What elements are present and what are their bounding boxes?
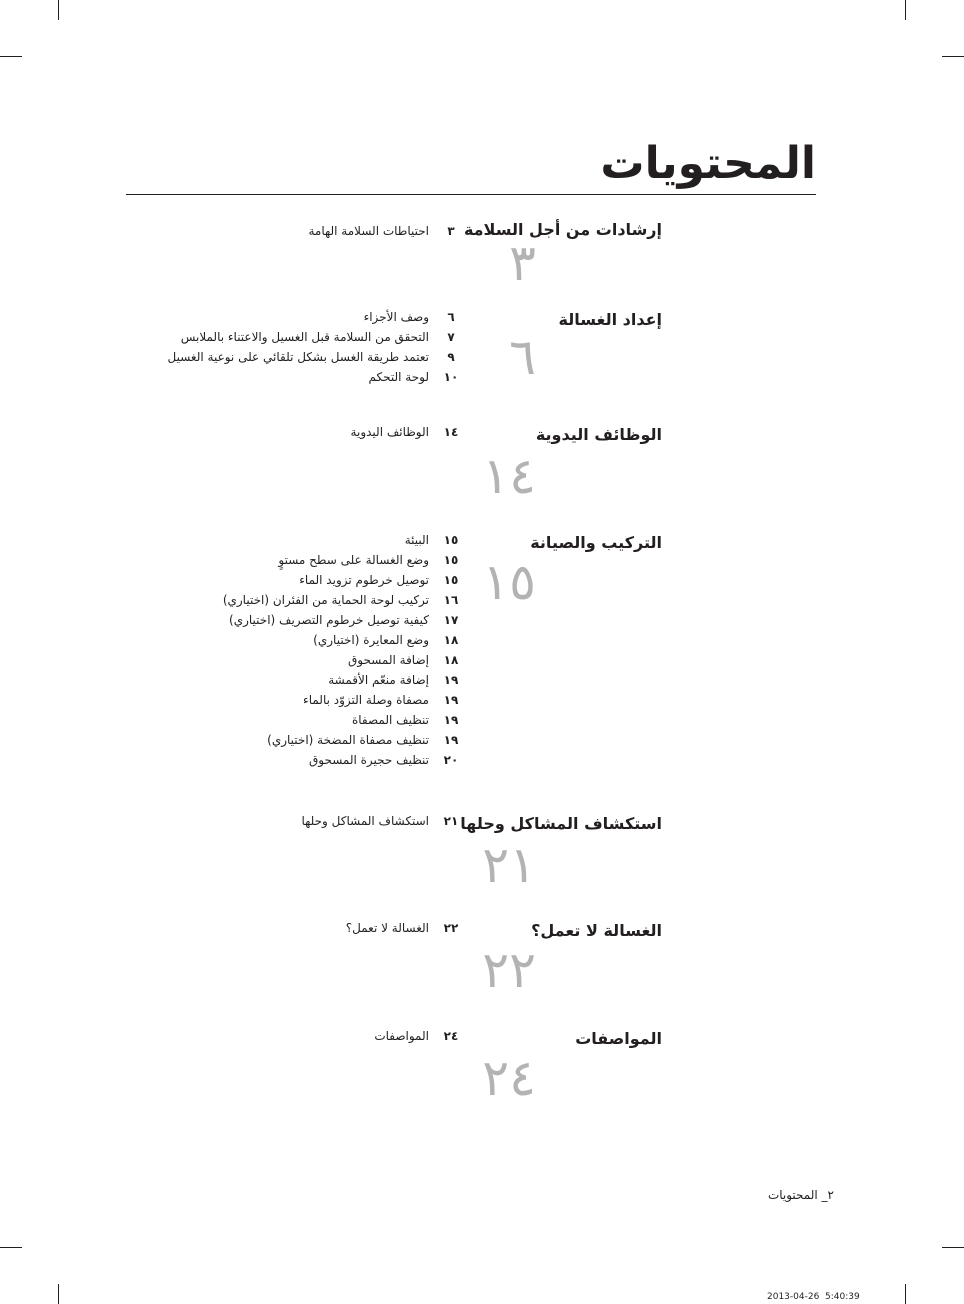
title-divider	[126, 194, 816, 195]
entry-label: التحقق من السلامة قبل الغسيل والاعتناء بالملابس	[180, 330, 429, 344]
section-title[interactable]: التركيب والصيانة	[530, 533, 662, 552]
entry-page: ٢٤	[443, 1029, 459, 1043]
entry-page: ١٥	[443, 553, 459, 567]
section-title[interactable]: الوظائف اليدوية	[535, 425, 662, 444]
toc-entry[interactable]	[0, 573, 964, 593]
toc-entry[interactable]	[0, 814, 964, 834]
footer-page-label: ٢_ المحتويات	[767, 1188, 834, 1202]
entry-page: ١٧	[443, 613, 459, 627]
entry-page: ١٨	[443, 653, 459, 667]
toc-entry[interactable]	[0, 533, 964, 553]
toc-entry[interactable]	[0, 330, 964, 350]
section-title[interactable]: إرشادات من أجل السلامة	[463, 220, 662, 239]
crop-mark	[0, 56, 22, 57]
entry-page: ٦	[447, 310, 455, 324]
toc-entry[interactable]	[0, 921, 964, 941]
section-title[interactable]: إعداد الغسالة	[558, 310, 662, 329]
toc-entry[interactable]	[0, 1029, 964, 1049]
entry-page: ١٩	[443, 713, 459, 727]
entry-page: ١٥	[443, 573, 459, 587]
toc-entry[interactable]	[0, 753, 964, 773]
toc-entry[interactable]	[0, 633, 964, 653]
entry-page: ١٥	[443, 533, 459, 547]
entry-label: تعتمد طريقة الغسل بشكل تلقائي على نوعية الغسيل	[167, 350, 429, 364]
crop-mark	[58, 1284, 59, 1304]
toc-entry[interactable]	[0, 613, 964, 633]
crop-mark	[905, 0, 906, 20]
section-title[interactable]: استكشاف المشاكل وحلها	[460, 814, 662, 833]
entry-label: المواصفات	[374, 1029, 429, 1043]
entry-page: ٩	[447, 350, 455, 364]
entry-label: لوحة التحكم	[368, 370, 429, 384]
entry-label: البيئة	[404, 533, 429, 547]
crop-mark	[58, 0, 59, 20]
entry-label: تنظيف مصفاة المضخة (اختياري)	[267, 733, 429, 747]
entry-label: وضع الغسالة على سطح مستوٍ	[278, 553, 429, 567]
crop-mark	[0, 1247, 22, 1248]
section-big-number: ٢١	[482, 836, 536, 894]
entry-label: إضافة منعّم الأقمشة	[328, 673, 429, 687]
entry-label: تنظيف المصفاة	[351, 713, 429, 727]
entry-page: ١٤	[443, 425, 459, 439]
entry-page: ٢٢	[443, 921, 459, 935]
entry-page: ١٨	[443, 633, 459, 647]
section-title[interactable]: الغسالة لا تعمل؟	[531, 921, 662, 940]
entry-label: استكشاف المشاكل وحلها	[301, 814, 429, 828]
entry-page: ٢٠	[443, 753, 459, 767]
print-timestamp: 2013-04-26 ￼￼ 5:40:39	[767, 1292, 860, 1302]
section-big-number: ١٥	[482, 553, 536, 611]
toc-entry[interactable]	[0, 310, 964, 330]
entry-page: ١٦	[443, 593, 459, 607]
section-big-number: ١٤	[482, 447, 536, 505]
entry-page: ٣	[447, 224, 455, 238]
toc-entry[interactable]	[0, 673, 964, 693]
entry-label: مصفاة وصلة التزوّد بالماء	[303, 693, 429, 707]
entry-label: تنظيف حجيرة المسحوق	[308, 753, 429, 767]
toc-entry[interactable]	[0, 224, 964, 244]
section-big-number: ٢٢	[482, 941, 536, 999]
entry-label: إضافة المسحوق	[347, 653, 429, 667]
entry-label: احتياطات السلامة الهامة	[308, 224, 429, 238]
entry-label: توصيل خرطوم تزويد الماء	[299, 573, 429, 587]
section-big-number: ٢٤	[482, 1049, 536, 1107]
entry-label: الوظائف اليدوية	[350, 425, 429, 439]
section-big-number: ٣	[509, 234, 536, 292]
toc-entry[interactable]	[0, 350, 964, 370]
entry-page: ١٠	[443, 370, 459, 384]
entry-label: الغسالة لا تعمل؟	[345, 921, 429, 935]
toc-entry[interactable]	[0, 713, 964, 733]
crop-mark	[942, 56, 964, 57]
entry-page: ١٩	[443, 693, 459, 707]
toc-entry[interactable]	[0, 593, 964, 613]
section-title[interactable]: المواصفات	[575, 1029, 662, 1048]
entry-page: ١٩	[443, 673, 459, 687]
entry-page: ٢١	[443, 814, 459, 828]
toc-entry[interactable]	[0, 425, 964, 445]
section-big-number: ٦	[509, 328, 536, 386]
crop-mark	[905, 1284, 906, 1304]
toc-entry[interactable]	[0, 693, 964, 713]
entry-label: وضع المعايرة (اختياري)	[313, 633, 429, 647]
page-title: المحتويات	[600, 138, 816, 189]
crop-mark	[942, 1247, 964, 1248]
entry-page: ٧	[447, 330, 455, 344]
toc-entry[interactable]	[0, 653, 964, 673]
entry-page: ١٩	[443, 733, 459, 747]
toc-entry[interactable]	[0, 733, 964, 753]
entry-label: تركيب لوحة الحماية من الفئران (اختياري)	[222, 593, 429, 607]
entry-label: وصف الأجزاء	[363, 310, 429, 324]
toc-entry[interactable]	[0, 553, 964, 573]
toc-entry[interactable]	[0, 370, 964, 390]
entry-label: كيفية توصيل خرطوم التصريف (اختياري)	[229, 613, 429, 627]
